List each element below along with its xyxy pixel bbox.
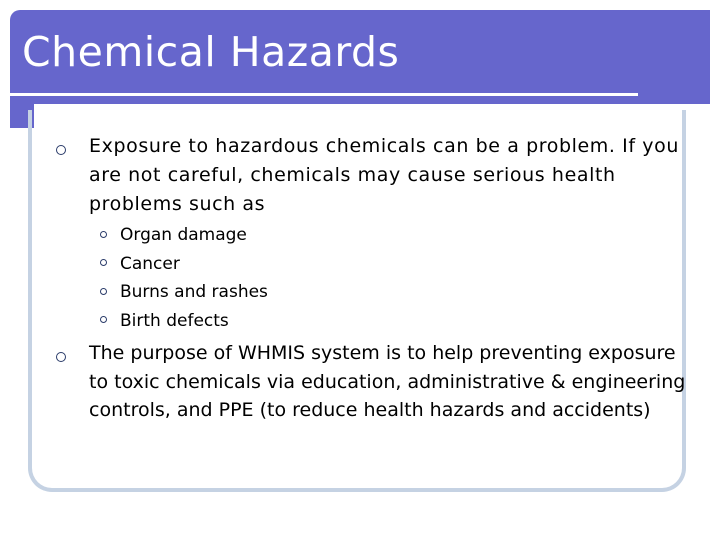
- bullet-dot-icon: [56, 145, 66, 155]
- sub-bullet-dot-icon: [100, 288, 107, 295]
- sub-bullet-dot-icon: [100, 231, 107, 238]
- bullet-dot-icon: [56, 352, 66, 362]
- sub-bullet-item: Burns and rashes: [120, 282, 268, 302]
- sub-bullet-item: Birth defects: [120, 310, 229, 331]
- bullet-text: Exposure to hazardous chemicals can be a problem. If you are not careful, chemicals may cause serious health problems such as: [89, 135, 680, 215]
- sub-bullet-item: Cancer: [120, 253, 180, 274]
- sub-bullet-dot-icon: [100, 316, 107, 323]
- sub-bullet-dot-icon: [100, 259, 107, 266]
- bullet-text: The purpose of WHMIS system is to help preventing exposure to toxic chemicals via education, administrative & engineering controls, and PPE (to reduce health hazards and accidents): [89, 342, 686, 421]
- sub-bullet-item: Organ damage: [120, 225, 247, 245]
- slide-title: Chemical Hazards: [22, 28, 400, 76]
- sub-bullet-list: [120, 221, 420, 335]
